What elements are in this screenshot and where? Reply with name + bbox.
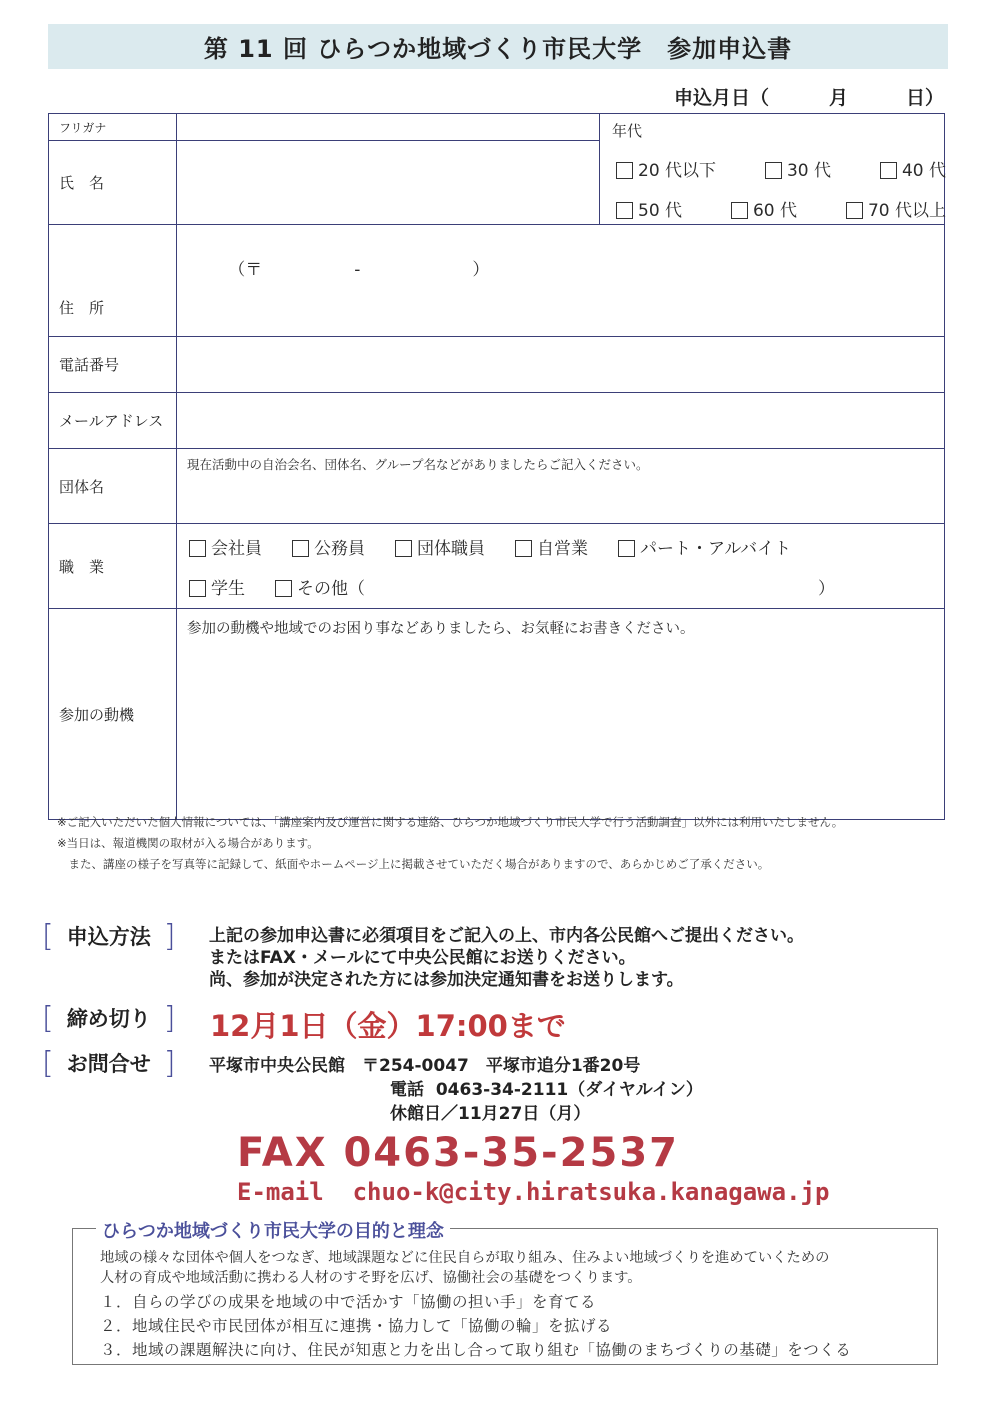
deadline-heading: [ 締め切り ] bbox=[42, 1001, 176, 1036]
occupation-cell bbox=[177, 524, 945, 609]
contact-label: お問合せ bbox=[66, 1052, 151, 1076]
note-line: ※ご記入いただいた個人情報については、「講座案内及び運営に関する連絡、ひらつか地域づくり市民大学で行う活動調査」以外には利用いたしません。 bbox=[57, 815, 844, 829]
group-note: 現在活動中の自治会名、団体名、グループ名などがありましたらご記入ください。 bbox=[187, 457, 649, 472]
date-month-label: 月 bbox=[828, 87, 848, 109]
checkbox[interactable] bbox=[731, 202, 748, 219]
motive-note: 参加の動機や地域でのお困り事などありましたら、お気軽にお書きください。 bbox=[187, 621, 695, 637]
group-field[interactable] bbox=[177, 449, 945, 524]
address-label: 住 所 bbox=[49, 225, 177, 337]
apply-label: 申込方法 bbox=[66, 925, 151, 949]
checkbox[interactable] bbox=[616, 162, 633, 179]
privacy-notes bbox=[57, 812, 843, 875]
postal-dash: - bbox=[354, 260, 361, 280]
postal-close: ） bbox=[472, 260, 490, 280]
age-option-20s[interactable]: 20 代以下 bbox=[616, 156, 716, 181]
occupation-part-time[interactable]: パート・アルバイト bbox=[618, 534, 791, 559]
checkbox[interactable] bbox=[765, 162, 782, 179]
checkbox[interactable] bbox=[189, 580, 206, 597]
philosophy-item: ３．地域の課題解決に向け、住民が知恵と力を出し合って取り組む「協働のまちづくりの基礎」をつくる bbox=[100, 1341, 852, 1359]
age-group-cell bbox=[600, 114, 945, 225]
age-option-30s[interactable]: 30 代 bbox=[765, 156, 831, 181]
name-label: 氏 名 bbox=[49, 141, 177, 225]
occupation-civil-servant[interactable]: 公務員 bbox=[292, 534, 365, 559]
page-title: 第 11 回 ひらつか地域づくり市民大学 参加申込書 bbox=[48, 24, 948, 69]
occupation-self-employed[interactable]: 自営業 bbox=[515, 534, 588, 559]
philosophy-item: ２．地域住民や市民団体が相互に連携・協力して「協働の輪」を拡げる bbox=[100, 1317, 613, 1335]
checkbox[interactable] bbox=[189, 540, 206, 557]
apply-heading: [ 申込方法 ] bbox=[42, 919, 176, 954]
occupation-student[interactable]: 学生 bbox=[189, 574, 245, 599]
date-day-label: 日） bbox=[905, 87, 944, 109]
group-label: 団体名 bbox=[49, 449, 177, 524]
motive-label: 参加の動機 bbox=[49, 609, 177, 820]
motive-field[interactable] bbox=[177, 609, 945, 820]
phone-label: 電話番号 bbox=[49, 337, 177, 393]
checkbox[interactable] bbox=[618, 540, 635, 557]
fax-number: FAX 0463-35-2537 bbox=[237, 1130, 679, 1176]
note-line: また、講座の様子を写真等に記録して、紙面やホームページ上に掲載させていただく場合がありますので、あらかじめご了承ください。 bbox=[57, 857, 770, 871]
deadline-text: 12月1日（金）17:00まで bbox=[210, 1009, 566, 1043]
age-option-40s[interactable]: 40 代 bbox=[880, 156, 946, 181]
philosophy-body: 地域の様々な団体や個人をつなぎ、地域課題などに住民自らが取り組み、住みよい地域づくりを進めていくための 人材の育成や地域活動に携わる人材のすそ野を広げ、協働社会の基礎をつくります。 １．自らの学びの成果を地域の中で活かす「協働の担い手」を育てる ２．地域住民や市民団体が相互に連携・協力して「協働の輪」を拡げる ３．地域の課題解決に向け、住民が知恵と力を出し合って取り組む「協働のまちづくりの基礎」をつくる bbox=[100, 1250, 852, 1359]
email-label: メールアドレス bbox=[49, 393, 177, 449]
name-field[interactable] bbox=[177, 141, 600, 225]
occupation-other[interactable]: その他（ ） bbox=[275, 574, 835, 599]
date-label: 申込月日（ bbox=[673, 87, 769, 109]
checkbox[interactable] bbox=[275, 580, 292, 597]
furigana-label: フリガナ bbox=[49, 114, 177, 141]
contact-text: 平塚市中央公民館 〒254-0047 平塚市追分1番20号 電話 0463-34-2111（ダイヤルイン） 休館日／11月27日（月） bbox=[209, 1056, 703, 1124]
note-line: ※当日は、報道機関の取材が入る場合があります。 bbox=[57, 836, 319, 850]
philosophy-title: ひらつか地域づくり市民大学の目的と理念 bbox=[96, 1217, 450, 1243]
email-address[interactable]: E-mail chuo-k@city.hiratsuka.kanagawa.jp bbox=[237, 1178, 830, 1206]
apply-text: 上記の参加申込書に必須項目をご記入の上、市内各公民館へご提出ください。 またはFAX・メールにて中央公民館にお送りください。 尚、参加が決定された方には参加決定通知書をお送りします。 bbox=[209, 926, 804, 990]
checkbox[interactable] bbox=[846, 202, 863, 219]
deadline-label: 締め切り bbox=[66, 1007, 151, 1031]
postal-prefix: （〒 bbox=[228, 260, 263, 280]
email-field[interactable] bbox=[177, 393, 945, 449]
checkbox[interactable] bbox=[515, 540, 532, 557]
occupation-company-employee[interactable]: 会社員 bbox=[189, 534, 262, 559]
furigana-field[interactable] bbox=[177, 114, 600, 141]
address-field[interactable] bbox=[177, 225, 945, 337]
phone-field[interactable] bbox=[177, 337, 945, 393]
philosophy-item: １．自らの学びの成果を地域の中で活かす「協働の担い手」を育てる bbox=[100, 1293, 597, 1311]
checkbox[interactable] bbox=[395, 540, 412, 557]
occupation-label: 職 業 bbox=[49, 524, 177, 609]
application-form bbox=[48, 113, 945, 820]
age-title: 年代 bbox=[612, 122, 643, 140]
occupation-organization-staff[interactable]: 団体職員 bbox=[395, 534, 485, 559]
application-date bbox=[674, 83, 944, 110]
age-option-50s[interactable]: 50 代 bbox=[616, 196, 682, 221]
checkbox[interactable] bbox=[616, 202, 633, 219]
age-option-60s[interactable]: 60 代 bbox=[731, 196, 797, 221]
age-option-70s[interactable]: 70 代以上 bbox=[846, 196, 946, 221]
checkbox[interactable] bbox=[292, 540, 309, 557]
checkbox[interactable] bbox=[880, 162, 897, 179]
contact-heading: [ お問合せ ] bbox=[42, 1046, 176, 1081]
